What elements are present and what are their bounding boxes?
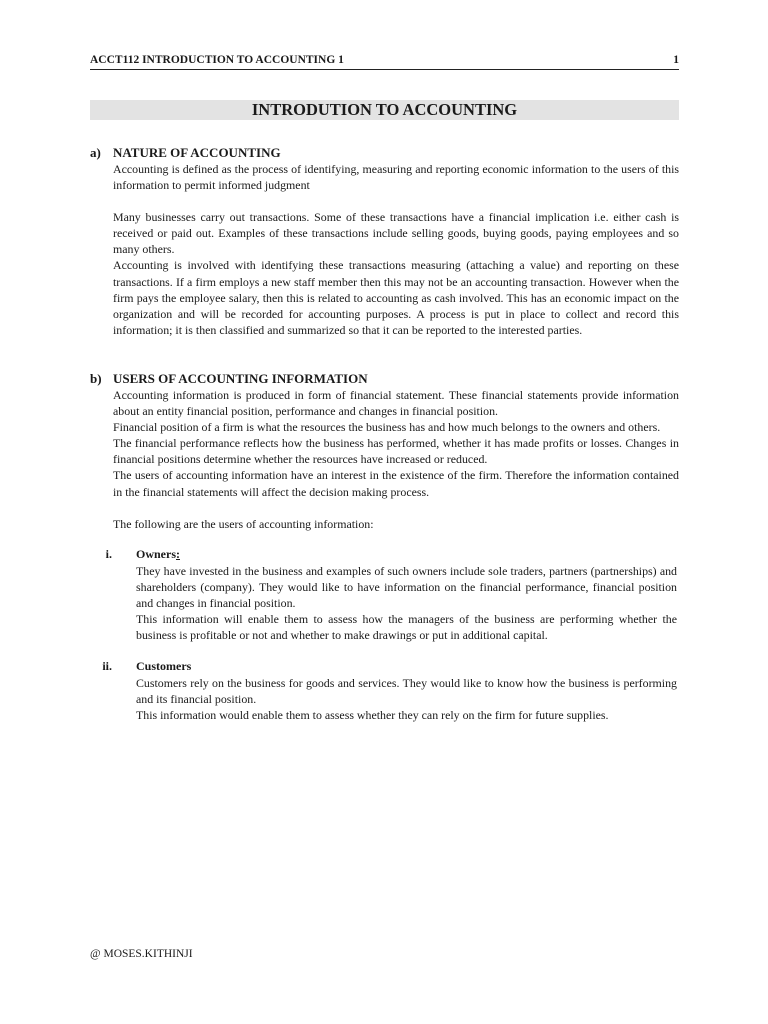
user-owners-body — [136, 563, 677, 643]
section-b-title: USERS OF ACCOUNTING INFORMATION — [113, 371, 368, 386]
page-number: 1 — [673, 54, 679, 66]
user-customers-body — [136, 675, 677, 723]
user-owners-title — [136, 547, 180, 562]
section-b-body — [113, 387, 679, 532]
section-b-letter: b) — [90, 371, 102, 386]
user-title-suffix: : — [176, 547, 180, 561]
section-a-title: NATURE OF ACCOUNTING — [113, 145, 281, 160]
user-title-text: Owners — [136, 547, 176, 561]
paragraph: Financial position of a firm is what the resources the business has and how much belongs to the owners and others. — [113, 420, 661, 435]
paragraph: Accounting is defined as the process of identifying, measuring and reporting economic information to the users of this information to permit informed judgment — [113, 162, 679, 193]
section-a-letter: a) — [90, 145, 101, 160]
paragraph: They have invested in the business and examples of such owners include sole traders, partners (partnerships) and shareholders (company). They would like to have information on the financial performance, financial position and changes in financial position. — [136, 564, 677, 611]
course-title: ACCT112 INTRODUCTION TO ACCOUNTING 1 — [90, 54, 344, 66]
paragraph: This information would enable them to assess whether they can rely on the firm for future supplies. — [136, 708, 609, 723]
list-number: ii. — [102, 659, 112, 673]
paragraph: The users of accounting information have an interest in the existence of the firm. Therefore the information contained in the financial statements will affect the decision making process. — [113, 468, 679, 499]
paragraph: Many businesses carry out transactions. Some of these transactions have a financial implication i.e. either cash is received or paid out. Examples of these transactions include selling goods, buying goods, paying employees and so many others. — [113, 210, 679, 257]
list-number: i. — [105, 547, 112, 561]
paragraph: Accounting is involved with identifying these transactions measuring (attaching a value) and reporting on these transactions. If a firm employs a new staff member then this may not be an accounting transaction. However when the firm pays the employee salary, then this is related to accounting as cash involved. This has an economic impact on the organization and will be recorded for accounting purposes. A process is put in place to collect and record this information; it is then classified and summarized so that it can be reported to the interested parties. — [113, 258, 679, 337]
paragraph: This information will enable them to assess how the managers of the business are performing whether the business is profitable or not and whether to make drawings or put in additional capital. — [136, 612, 677, 643]
paragraph: Accounting information is produced in form of financial statement. These financial statements provide information about an entity financial position, performance and changes in financial position. — [113, 388, 679, 419]
footer-author: @ MOSES.KITHINJI — [90, 948, 193, 960]
page-title: INTRODUTION TO ACCOUNTING — [90, 100, 679, 120]
paragraph: The following are the users of accounting information: — [113, 516, 374, 531]
user-customers-title: Customers — [136, 659, 192, 673]
paragraph: Customers rely on the business for goods and services. They would like to know how the business is performing and its financial position. — [136, 676, 677, 707]
section-a-body — [113, 161, 679, 338]
running-header — [90, 54, 679, 70]
paragraph: The financial performance reflects how the business has performed, whether it has made profits or losses. Changes in financial positions determine whether the resources have increased or reduced. — [113, 436, 679, 467]
